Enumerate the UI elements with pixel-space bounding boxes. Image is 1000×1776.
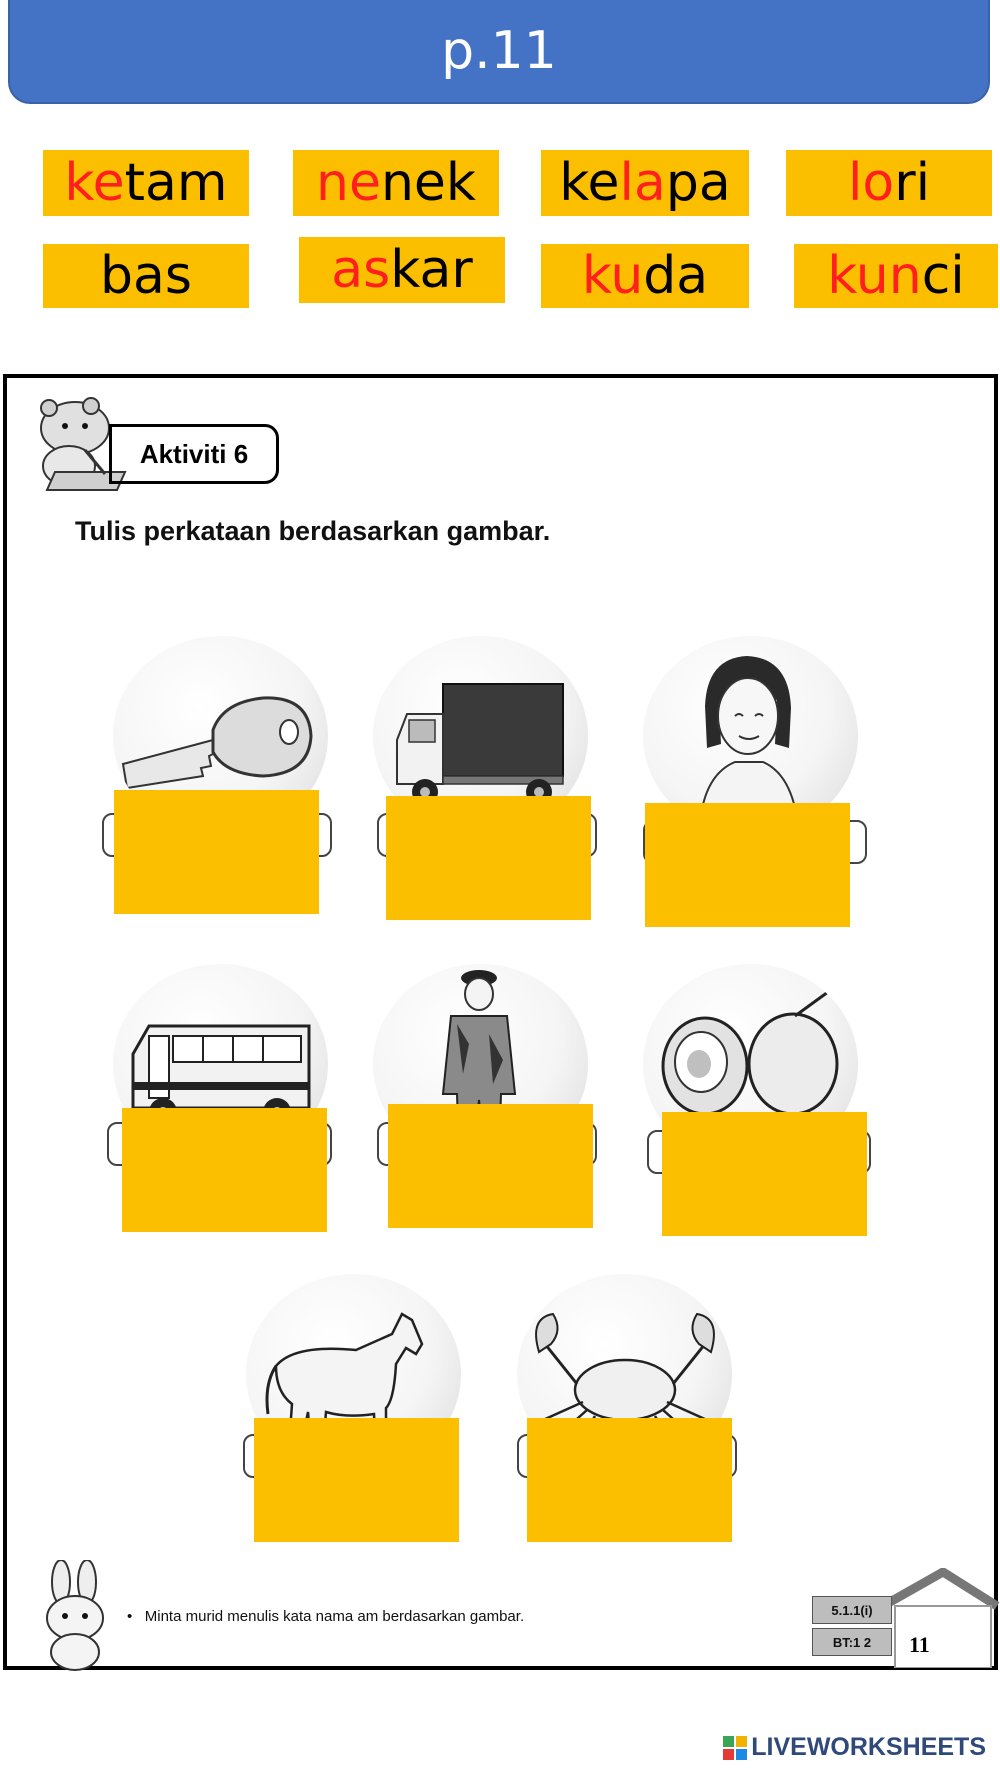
word-tile-askar[interactable]: as kar	[299, 237, 505, 303]
bt-code-tag: BT:1 2	[812, 1628, 892, 1656]
word-tile-kuda[interactable]: ku da	[541, 244, 749, 308]
instruction-text: Tulis perkataan berdasarkan gambar.	[75, 516, 551, 546]
answer-box-4[interactable]	[122, 1108, 327, 1232]
answer-box-3[interactable]	[645, 803, 850, 927]
teacher-note: • Minta murid menulis kata nama am berdasarkan gambar.	[127, 1608, 525, 1625]
page-title: p.11	[441, 21, 557, 81]
answer-box-5[interactable]	[388, 1104, 593, 1228]
answer-box-1[interactable]	[114, 790, 319, 914]
word-tile-lori[interactable]: lo ri	[786, 150, 992, 216]
word-tile-kelapa[interactable]: ke la pa	[541, 150, 749, 216]
activity-label: Aktiviti 6	[109, 424, 279, 484]
worksheet-page-number: 11	[909, 1632, 930, 1657]
liveworksheets-brand[interactable]: LIVEWORKSHEETS	[723, 1733, 986, 1762]
page-header	[8, 0, 990, 104]
answer-box-7[interactable]	[254, 1418, 459, 1542]
answer-box-2[interactable]	[386, 796, 591, 920]
word-tile-kunci[interactable]: kun ci	[794, 244, 998, 308]
liveworksheets-logo-icon	[723, 1736, 747, 1760]
answer-box-6[interactable]	[662, 1112, 867, 1236]
answer-box-8[interactable]	[527, 1418, 732, 1542]
standard-code-tag: 5.1.1(i)	[812, 1596, 892, 1624]
word-tile-ketam[interactable]: ke tam	[43, 150, 249, 216]
word-tile-bas[interactable]: bas	[43, 244, 249, 308]
worksheet	[3, 374, 998, 1670]
rabbit-icon	[35, 1560, 115, 1672]
word-tile-nenek[interactable]: ne nek	[293, 150, 499, 216]
